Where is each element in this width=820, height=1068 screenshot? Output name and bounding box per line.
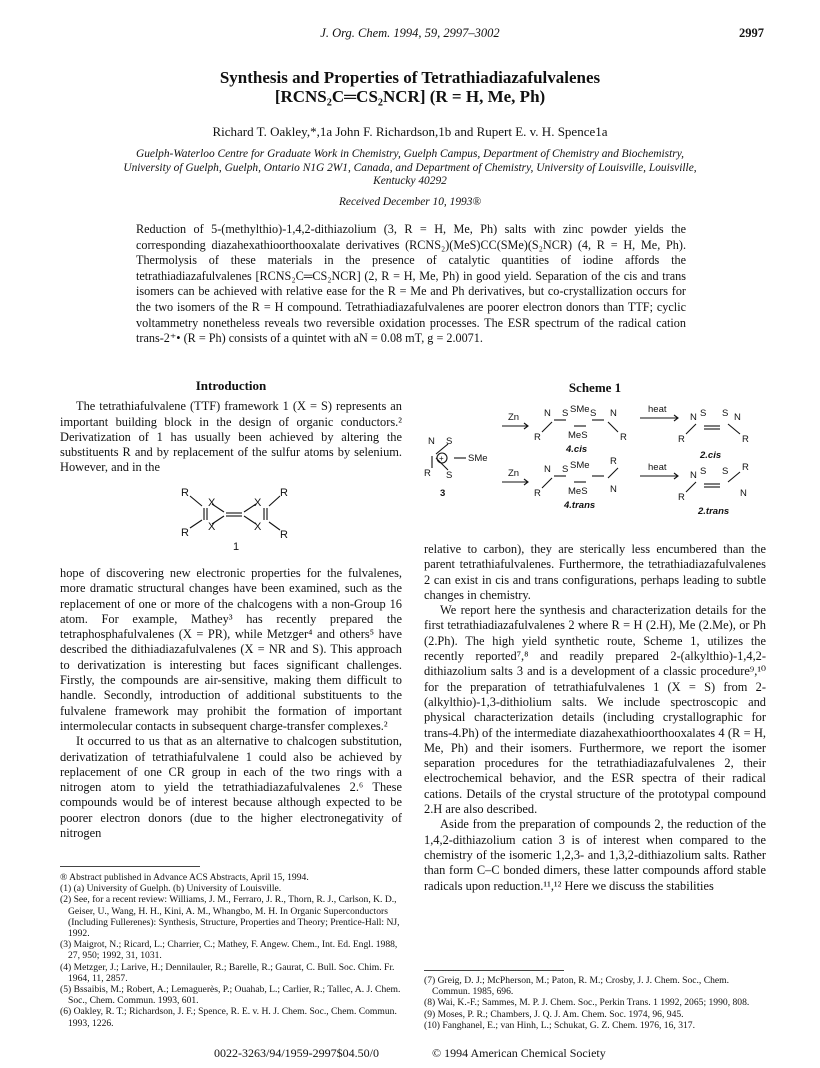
footnote: (10) Fanghanel, E.; van Hinh, L.; Schukat, G. Z. Chem. 1976, 16, 317. [424, 1019, 695, 1031]
s-label: S [446, 436, 453, 447]
introduction-top [60, 378, 402, 476]
zn-label: Zn [508, 412, 520, 423]
scheme-title: Scheme 1 [568, 380, 622, 395]
s-label: S [722, 408, 729, 419]
r-label: R [424, 468, 431, 479]
footnote: (6) Oakley, R. T.; Richardson, J. F.; Spence, R. E. v. H. J. Chem. Soc., Chem. Commun. 1993, 1226. [60, 1006, 397, 1029]
s-label: S [722, 466, 729, 477]
r-label: R [742, 462, 749, 473]
footnotes-left [60, 872, 402, 1029]
journal-citation: J. Org. Chem. 1994, 59, 2997–3002 [320, 26, 500, 40]
author-list: Richard T. Oakley,*,1a John F. Richardson,1b and Rupert E. v. H. Spence1a [212, 124, 608, 139]
right-paragraph-2: We report here the synthesis and characterization details for the first tetrathiadiazafulvalenes 2 where R = H (2.H), Me (2.Me), or Ph (2.Ph). The high yield synthetic route, Scheme 1, utilizes the recently reported⁷,⁸ and readily prepared 2-(alkylthio)-1,4,2-dithiazolium salts 3 and is a development of a classic procedure⁹,¹⁰ for the preparation of tetrathiafulvalenes 1 (X = S) from 2-(alkylthio)-1,3-dithiolium salts. We include spectroscopic and physical characterization details (including crystallographic for trans-4.Ph) of the intermediate diazahexathioorthooxalates 4 (R = H, Me, Ph) and their isomers. Furthermore, we report the isomer separation procedures for the tetrathiadiazafulvalenes 2, their electrochemical behavior, and the ESR spectra of their radical cations. Details of the crystal structure of the prototypal compound 2.H are also described. [424, 603, 766, 817]
running-header [0, 26, 820, 42]
page-number: 2997 [739, 26, 764, 40]
received-date: Received December 10, 1993® [338, 196, 482, 208]
footnote: (7) Greig, D. J.; McPherson, M.; Paton, R. M.; Crosby, J. J. Chem. Soc., Chem. Commun. 1985, 696. [424, 975, 730, 998]
n-label: N [610, 484, 617, 495]
footnote-rule [60, 866, 200, 867]
n-label: N [544, 408, 551, 419]
plus-sign: + [439, 454, 444, 463]
r-label: R [181, 527, 189, 539]
s-label: S [446, 470, 453, 481]
compound-label-4cis: 4.cis [566, 444, 588, 455]
n-label: N [740, 488, 747, 499]
r-label: R [280, 487, 288, 499]
compound-label-3: 3 [440, 488, 446, 499]
s-label: S [590, 408, 597, 419]
x-label: X [208, 497, 216, 509]
r-label: R [181, 487, 189, 499]
intro-paragraph-1: The tetrathiafulvalene (TTF) framework 1 (X = S) represents an important building block in the design of organic conductors.² Derivatization of 1 has usually been achieved by altering the substituents R and by replacement of the sulfur atoms by selenium. However, and in the [60, 399, 402, 475]
introduction-heading: Introduction [195, 378, 267, 393]
footnote: (2) See, for a recent review: Williams, J. M., Ferraro, J. R., Thorn, R. J., Carlson, K. D., Geiser, U., Wang, H. H., Kini, A. M., Whangbo, M. H. In Organic Superconductors (Including Fullerenes): Synthesis, Structure, Properties and Theory; Prentice-Hall: NJ, 1992. [60, 894, 400, 940]
r-label: R [610, 456, 617, 467]
r-label: R [678, 492, 685, 503]
structure-1-diagram [176, 484, 296, 554]
article-title [0, 68, 820, 106]
n-label: N [544, 464, 551, 475]
s-label: S [562, 464, 569, 475]
x-label: X [254, 521, 262, 533]
right-paragraph-1: relative to carbon), they are sterically less encumbered than the parent tetrathiafulvalenes. Furthermore, the tetrathiadiazafulvalenes 2 can exist in cis and trans configurations, perhaps leading to subtle changes in chemistry. [424, 542, 766, 602]
footnote: (9) Moses, P. R.; Chambers, J. Q. J. Am. Chem. Soc. 1974, 96, 945. [424, 1008, 684, 1020]
footnote: (3) Maigrot, N.; Ricard, L.; Charrier, C.; Mathey, F. Angew. Chem., Int. Ed. Engl. 1988, 27, 950; 1992, 31, 1031. [60, 939, 398, 962]
footnote: ® Abstract published in Advance ACS Abstracts, April 15, 1994. [60, 872, 309, 883]
compound-label-2cis: 2.cis [700, 450, 722, 461]
compound-label-2trans: 2.trans [698, 506, 730, 517]
x-label: X [208, 521, 216, 533]
affiliation: Guelph-Waterloo Centre for Graduate Work in Chemistry, Guelph Campus, Department of Chemistry and Biochemistry, University of Guelph, Guelph, Ontario N1G 2W1, Canada, and Department of Chemistry, University of Louisville, Louisville, Kentucky 40292 [123, 148, 697, 187]
r-label: R [534, 432, 541, 443]
abstract: Reduction of 5-(methylthio)-1,4,2-dithiazolium (3, R = H, Me, Ph) salts with zinc powder yields the corresponding diazahexathioorthooxalate derivatives (RCNS₂)(MeS)CC(SMe)(S₂NCR) (4, R = H, Me, Ph). Thermolysis of these materials in the presence of catalytic quantities of iodine affords the tetrathiadiazafulvalenes [RCNS₂C═CS₂NCR] (2, R = H, Me, Ph) in good yield. Separation of the cis and trans isomers can be achieved with relative ease for the R = Me and Ph derivatives, but co-crystallization occurs for the two isomers of the R = H compound. Tetrathiadiazafulvalenes are poorer electron donors than TTF; cyclic voltammetry nonetheless reveals two reversible oxidation processes. The ESR spectrum of the radical cation trans-2⁺• (R = Ph) consists of a quintet with aN = 0.08 mT, g = 2.0071. [136, 222, 686, 346]
n-label: N [734, 412, 741, 423]
sme-label: SMe [468, 453, 488, 464]
zn-label: Zn [508, 468, 520, 479]
s-label: S [562, 408, 569, 419]
footnote: (4) Metzger, J.; Larive, H.; Dennilauler, R.; Barelle, R.; Gaurat, C. Bull. Soc. Chim. Fr. 1964, 11, 2857. [60, 961, 395, 984]
r-label: R [534, 488, 541, 499]
intro-paragraph-3: It occurred to us that as an alternative to chalcogen substitution, derivatization of tetrathiafulvalene 1 could also be achieved by replacement of one CR group in each of the two rings with a nitrogen atom to yield the tetrathiadiazafulvalenes 2.⁶ These compounds would be of interest because although expected to be poorer electron donors (due to the higher electronegativity of nitrogen [60, 734, 402, 841]
n-label: N [690, 470, 697, 481]
copyright: © 1994 American Chemical Society [432, 1046, 606, 1060]
r-label: R [620, 432, 627, 443]
heat-label: heat [648, 462, 667, 473]
scheme-1-diagram [424, 396, 766, 536]
s-label: S [700, 466, 707, 477]
title-line-2: [RCNS₂C═CS₂NCR] (R = H, Me, Ph) [274, 87, 546, 106]
mes-label: MeS [568, 486, 588, 497]
footnote: (1) (a) University of Guelph. (b) University of Louisville. [60, 883, 282, 895]
n-label: N [428, 436, 435, 447]
footnote: (8) Wai, K.-F.; Sammes, M. P. J. Chem. Soc., Perkin Trans. 1 1992, 2065; 1990, 808. [424, 997, 750, 1009]
footnotes-right [424, 975, 766, 1031]
sme-label: SMe [570, 404, 590, 415]
compound-label-1: 1 [233, 541, 240, 553]
right-paragraph-3: Aside from the preparation of compounds 2, the reduction of the 1,4,2-dithiazolium cation 3 is of interest when compared to the chemistry of the isomeric 1,2,3- and 1,3,2-dithiazolium salts. Rather than form C–C bonded dimers, these latter compounds afford stable radicals upon reduction.¹¹,¹² Here we discuss the stabilities [424, 817, 766, 893]
article-code: 0022-3263/94/1959-2997$04.50/0 [214, 1046, 379, 1060]
footnote-rule [424, 970, 564, 971]
sme-label: SMe [570, 460, 590, 471]
intro-paragraph-2: hope of discovering new electronic properties for the fulvalenes, more dramatic structural changes have been examined, such as the replacement of one or more of the chalcogens with a non-Group 16 atom. For example, Mathey³ has recently prepared the tetraphosphafulvalenes (X = PR), while Metzger⁴ and others⁵ have described the dithiadiazafulvalenes (X = NR and S). This approach to derivatization is interesting but faces significant challenges. Firstly, the compounds are air-sensitive, making them difficult to handle. Secondly, introduction of additional substituents to the fulvalene framework may prohibit the formation of important intermolecular contacts in subsequent charge-transfer complexes.² [60, 566, 402, 733]
x-label: X [254, 497, 262, 509]
n-label: N [610, 408, 617, 419]
introduction-continued [60, 566, 402, 841]
r-label: R [742, 434, 749, 445]
s-label: S [700, 408, 707, 419]
r-label: R [280, 529, 288, 541]
mes-label: MeS [568, 430, 588, 441]
footnote: (5) Bssaibis, M.; Robert, A.; Lemaguerès, P.; Ouahab, L.; Carlier, R.; Tallec, A. J. Chem. Soc., Chem. Commun. 1993, 601. [60, 984, 401, 1007]
r-label: R [678, 434, 685, 445]
n-label: N [690, 412, 697, 423]
compound-label-4trans: 4.trans [564, 500, 596, 511]
right-column-text [424, 542, 766, 894]
heat-label: heat [648, 404, 667, 415]
title-line-1: Synthesis and Properties of Tetrathiadiazafulvalenes [219, 68, 601, 87]
